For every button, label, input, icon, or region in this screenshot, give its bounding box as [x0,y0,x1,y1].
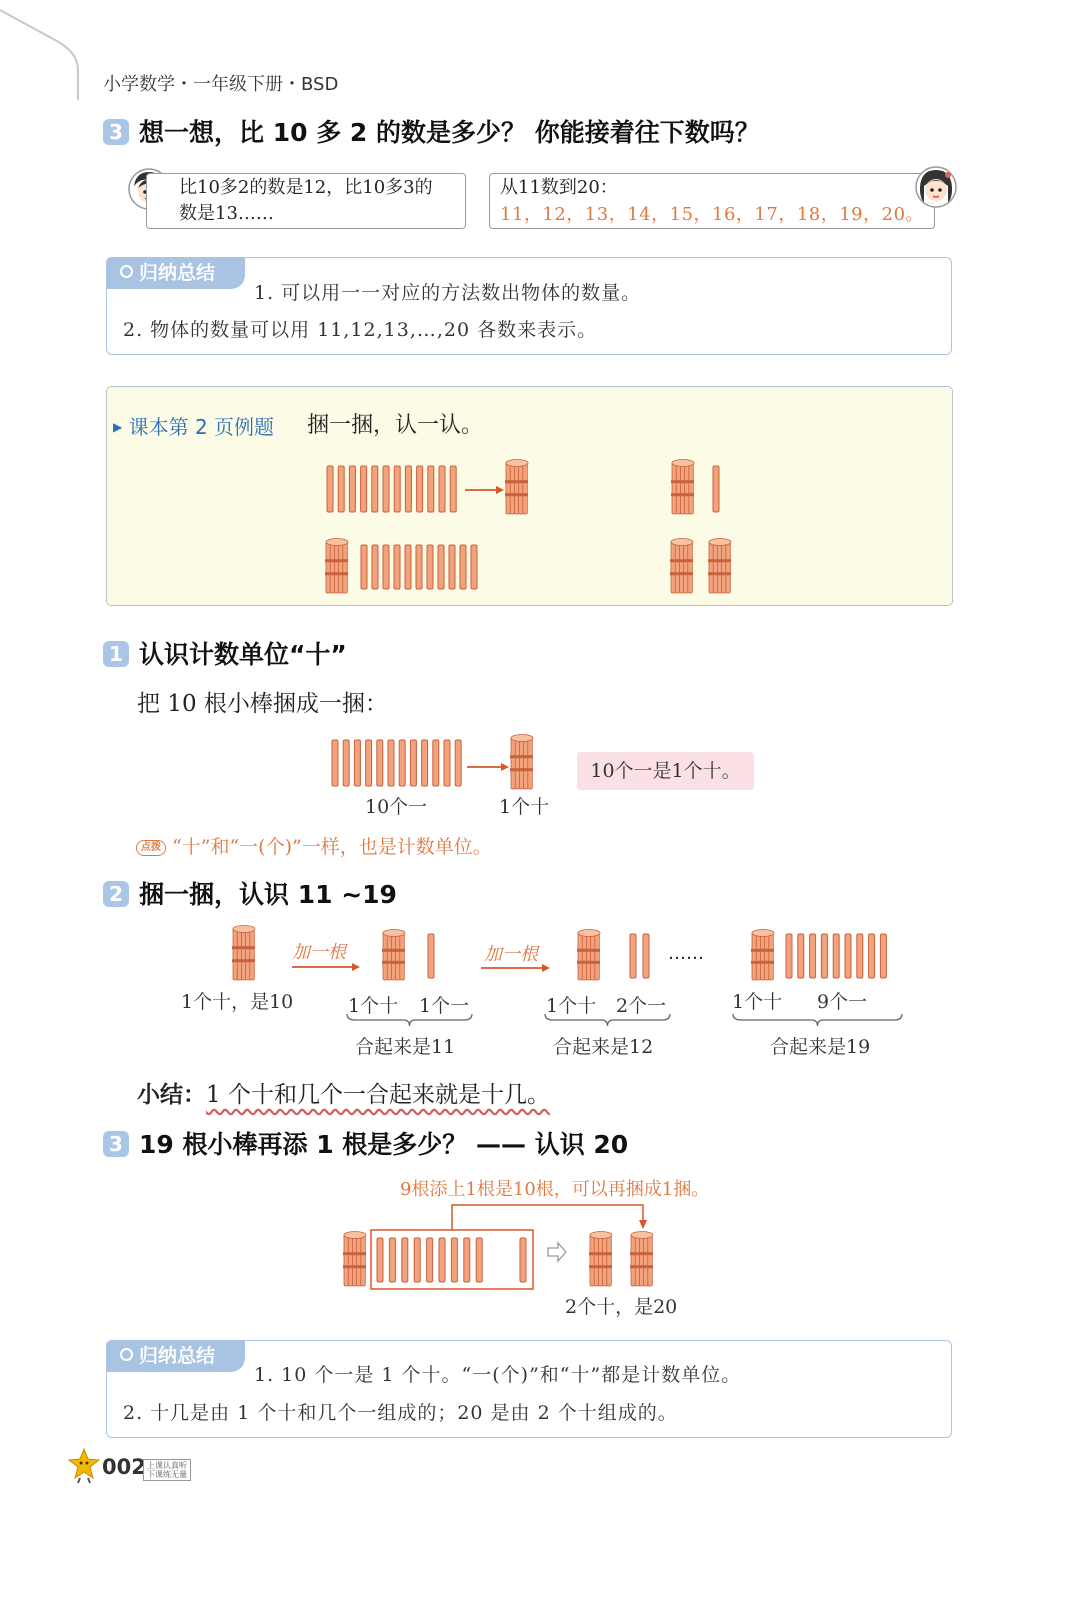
footer-motto [143,1459,191,1481]
summary-box-2 [106,1340,952,1438]
sec1-label-ten: 1个十 [499,796,550,818]
speech-bubble-left [146,173,466,229]
sec1-intro: 把 10 根小棒捆成一捆： [137,691,388,717]
sec1-arrow-head [501,763,509,771]
sec3-bundle-1 [343,1232,366,1287]
group4-ten-label: 1个十 [732,991,783,1013]
sec3-result: 2个十，是20 [565,1296,678,1318]
sec1-highlight-box: 10个一是1个十。 [577,752,754,790]
star-mascot-icon [68,1448,100,1484]
tip-text: “十”和“一(个)”一样，也是计数单位。 [172,836,492,858]
stick [643,934,649,978]
sec2-number-badge: 2 [103,881,129,907]
single-stick [343,740,349,786]
single-stick [798,934,804,978]
sec2-arrow-2-head [542,964,550,972]
sec1-heading [103,635,347,671]
bullet-circle-icon [120,1348,133,1361]
single-stick [399,740,405,786]
summary-tab-label: 归纳总结 [139,1345,216,1367]
sec2-single-stick [428,934,434,978]
sec3-heading [103,1125,628,1161]
single-stick [410,740,416,786]
q3-number-badge: 3 [103,119,129,145]
bubble-left-line1: 比10多2的数是12，比10多3的 [179,177,433,198]
page-number: 002 [102,1455,146,1479]
group4-brace [733,1014,902,1026]
sec2-bundle-3 [577,930,600,981]
sec3-bundle-2 [589,1232,612,1287]
sec3-group-frame [371,1230,533,1289]
bubble-right-numbers: 11，12，13，14，15，16，17，18，19，20。 [500,204,925,225]
single-stick [402,1238,408,1282]
single-stick [476,1238,482,1282]
summary2-line2: 2. 十几是由 1 个十和几个一组成的；20 是由 2 个十组成的。 [123,1402,678,1424]
single-stick [833,934,839,978]
group2-sum-label: 合起来是11 [355,1036,456,1058]
bullet-circle-icon [120,265,133,278]
q3-heading [103,113,760,149]
single-stick [422,740,428,786]
single-stick [366,740,372,786]
sec2-conclusion [137,1076,550,1109]
summary1-line1: 1. 可以用一一对应的方法数出物体的数量。 [254,282,642,304]
single-stick [354,740,360,786]
footer-motto-line1: 上课认真听 [147,1461,187,1470]
group4-sum-label: 合起来是19 [770,1036,871,1058]
page-corner-decoration [0,0,90,100]
summary-tab-1 [106,257,245,289]
sec3-added-stick [520,1238,526,1282]
summary2-line1: 1. 10 个一是 1 个十。“一(个)”和“十”都是计数单位。 [254,1364,742,1386]
single-stick [377,1238,383,1282]
sec3-note: 9根添上1根是10根，可以再捆成1捆。 [400,1179,710,1200]
group3-sum-label: 合起来是12 [553,1036,654,1058]
speech-bubble-right [489,173,935,229]
group2-ten-label: 1个十 [348,995,399,1017]
example-prompt: 捆一捆，认一认。 [307,413,484,438]
sec2-bundle-4 [751,930,774,981]
sec3-connector-head [639,1220,647,1229]
single-stick [845,934,851,978]
summary-tab-2 [106,1340,245,1372]
sec3-bundle-3 [630,1232,653,1287]
sec1-tip [136,832,492,859]
sec1-bundle [510,735,533,790]
sec1-number-badge: 1 [103,641,129,667]
single-stick [880,934,886,978]
triangle-pointer-icon: ▶ [113,420,123,434]
single-stick [433,740,439,786]
single-stick [451,1238,457,1282]
single-stick [377,740,383,786]
single-stick [427,1238,433,1282]
single-stick [786,934,792,978]
example-sticks-illustration [107,387,952,605]
sec2-arrow-1-head [352,963,360,971]
ellipsis: …… [668,943,704,964]
group2-one-label: 1个一 [419,995,470,1017]
group4-one-label: 9个一 [817,991,868,1013]
sec3-title: 19 根小棒再添 1 根是多少？ —— 认识 20 [139,1130,629,1159]
page-header: 小学数学・一年级下册・BSD [103,74,339,95]
sec3-connector [452,1205,643,1230]
tip-badge: 点拨 [136,840,166,856]
sec2-bundle-2 [382,930,405,981]
sec1-title: 认识计数单位“十” [139,640,347,669]
hollow-arrow-icon [548,1243,566,1261]
sec3-number-badge: 3 [103,1131,129,1157]
single-stick [332,740,338,786]
single-stick [414,1238,420,1282]
single-stick [439,1238,445,1282]
girl-avatar-icon [915,166,957,208]
summary1-line2: 2. 物体的数量可以用 11,12,13,…,20 各数来表示。 [123,319,598,341]
q3-title: 想一想，比 10 多 2 的数是多少？ 你能接着往下数吗？ [139,118,760,147]
stick [630,934,636,978]
example-title-text: 课本第 2 页例题 [128,415,275,439]
summary-box-1 [106,257,952,355]
sec2-bundle-1 [232,926,255,981]
single-stick [389,1238,395,1282]
example-box [106,386,953,606]
group3-one-label: 2个一 [616,995,667,1017]
single-stick [869,934,875,978]
bubble-left-line2: 数是13…… [179,203,274,224]
add-one-label-1: 加一根 [292,942,346,963]
add-one-label-2: 加一根 [484,944,538,965]
single-stick [388,740,394,786]
single-stick [444,740,450,786]
single-stick [810,934,816,978]
single-stick [455,740,461,786]
conclusion-text: 1 个十和几个一合起来就是十几。 [206,1082,550,1108]
conclusion-label: 小结： [137,1082,206,1108]
single-stick [857,934,863,978]
group3-ten-label: 1个十 [546,995,597,1017]
summary-tab-label: 归纳总结 [139,262,216,284]
sec2-title: 捆一捆，认识 11 ~19 [139,880,397,909]
single-stick [821,934,827,978]
group1-label: 1个十，是10 [181,991,294,1013]
bubble-right-line1: 从11数到20： [500,177,618,198]
sec2-heading [103,875,397,911]
footer-motto-line2: 下课练无量 [147,1470,187,1479]
sec1-label-ones: 10个一 [365,796,428,818]
single-stick [464,1238,470,1282]
